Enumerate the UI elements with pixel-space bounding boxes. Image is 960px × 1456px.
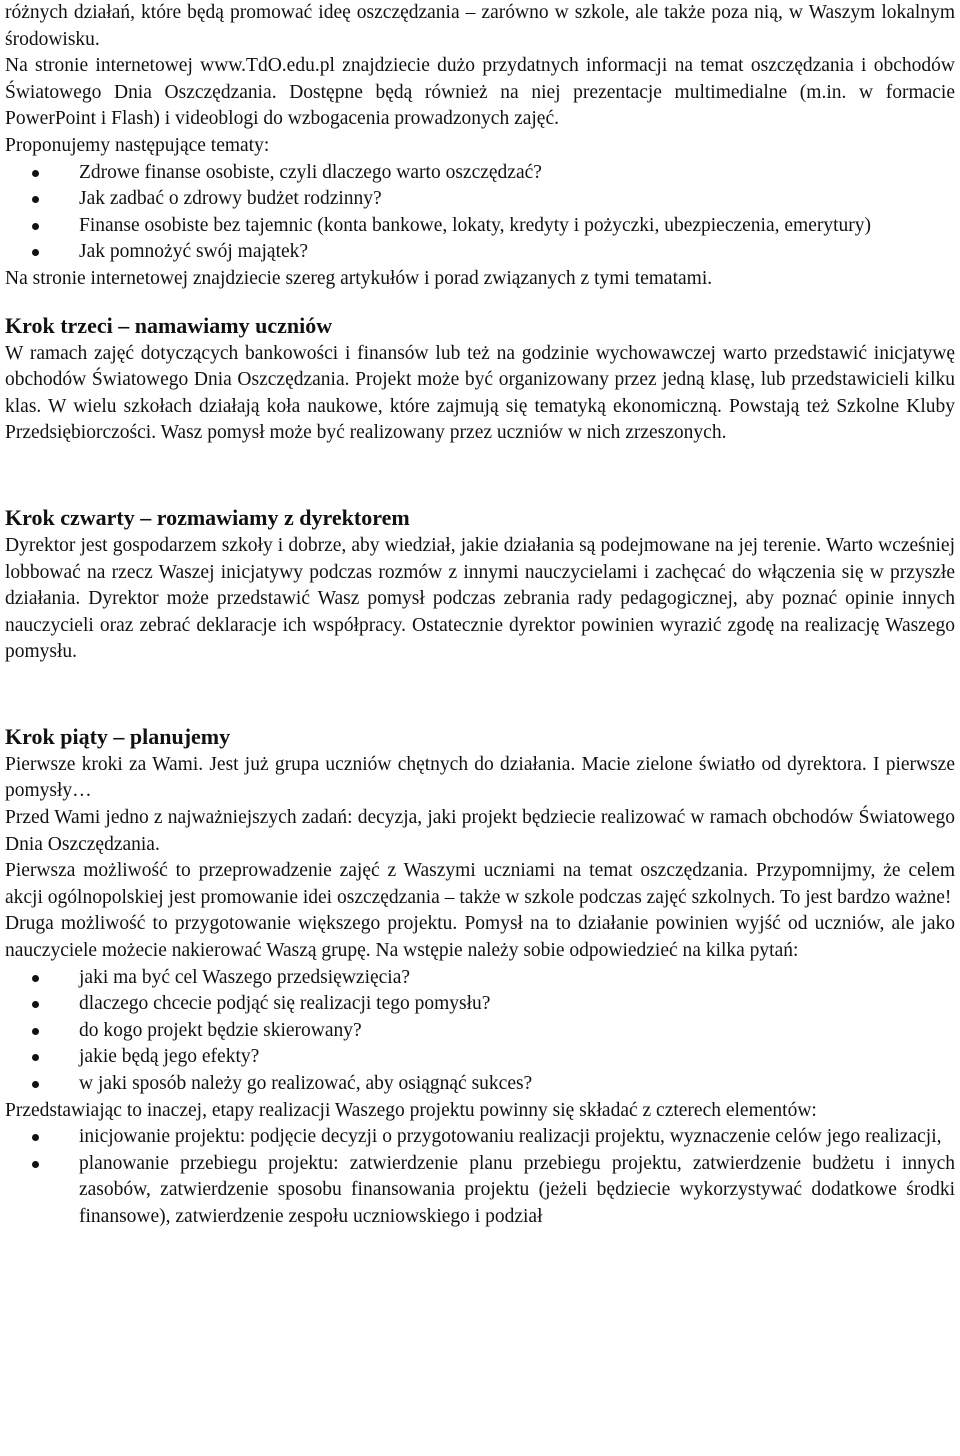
step5-heading: Krok piąty – planujemy (5, 723, 231, 749)
list-item: dlaczego chcecie podjąć się realizacji tego pomysłu? (79, 991, 955, 1018)
list-item: jakie będą jego efekty? (79, 1044, 955, 1071)
list-item: Jak pomnożyć swój majątek? (79, 239, 955, 266)
list-item: Zdrowe finanse osobiste, czyli dlaczego warto oszczędzać? (79, 160, 955, 187)
step4-heading: Krok czwarty – rozmawiamy z dyrektorem (5, 504, 410, 530)
topics-list (5, 160, 955, 266)
step4-paragraph-1: Dyrektor jest gospodarzem szkoły i dobrze, aby wiedział, jakie działania są podejmowane na jej terenie. Warto wcześniej lobbować na rzecz Waszej inicjatywy podczas rozmów z innymi nauczycielami i zachęcać do włączenia się w przyszłe działania. Dyrektor może przedstawić Wasz pomysł podczas zebrania rady pedagogicznej, aby poznać opinie innych nauczycieli oraz zebrać deklaracje ich współpracy. Ostatecznie dyrektor powinien wyrazić zgodę na realizację Waszego pomysłu. (5, 534, 955, 663)
step5-paragraph-1: Pierwsze kroki za Wami. Jest już grupa uczniów chętnych do działania. Macie zielone światło od dyrektora. I pierwsze pomysły… (5, 753, 955, 802)
intro-paragraph-4: Na stronie internetowej znajdziecie szereg artykułów i porad związanych z tymi tematami. (5, 267, 713, 289)
questions-list (5, 965, 955, 1098)
list-item: Jak zadbać o zdrowy budżet rodzinny? (79, 186, 955, 213)
list-item: w jaki sposób należy go realizować, aby osiągnąć sukces? (79, 1071, 955, 1098)
spacer (5, 666, 955, 722)
spacer (5, 447, 955, 503)
list-item: Finanse osobiste bez tajemnic (konta bankowe, lokaty, kredyty i pożyczki, ubezpieczenia, emerytury) (79, 213, 955, 240)
step3-heading: Krok trzeci – namawiamy uczniów (5, 312, 333, 338)
spacer (5, 293, 955, 311)
list-item: inicjowanie projektu: podjęcie decyzji o przygotowaniu realizacji projektu, wyznaczenie celów jego realizacji, (79, 1124, 955, 1151)
list-item: jaki ma być cel Waszego przedsięwzięcia? (79, 965, 955, 992)
intro-paragraph-3: Proponujemy następujące tematy: (5, 134, 270, 156)
step5-paragraph-3: Pierwsza możliwość to przeprowadzenie zajęć z Waszymi uczniami na temat oszczędzania. Przypomnijmy, że celem akcji ogólnopolskiej jest promowanie idei oszczędzania – także w szkole podczas zajęć szkolnych. To jest bardzo ważne! (5, 860, 955, 908)
list-item: do kogo projekt będzie skierowany? (79, 1018, 955, 1045)
step5-paragraph-5: Przedstawiając to inaczej, etapy realizacji Waszego projektu powinny się składać z czterech elementów: (5, 1099, 817, 1121)
step5-paragraph-2: Przed Wami jedno z najważniejszych zadań: decyzja, jaki projekt będziecie realizować w ramach obchodów Światowego Dnia Oszczędzania. (5, 807, 955, 855)
intro-paragraph-2: Na stronie internetowej www.TdO.edu.pl znajdziecie dużo przydatnych informacji na temat oszczędzania i obchodów Światowego Dnia Oszczędzania. Dostępne będą również na niej prezentacje multimedialne (m.in. w formacie PowerPoint i Flash) i videoblogi do wzbogacenia prowadzonych zajęć. (5, 55, 955, 130)
stages-list (5, 1124, 955, 1230)
list-item: planowanie przebiegu projektu: zatwierdzenie planu przebiegu projektu, zatwierdzenie budżetu i innych zasobów, zatwierdzenie sposobu finansowania projektu (jeżeli będziecie wykorzystywać dodatkowe środki finansowe), zatwierdzenie zespołu uczniowskiego i podział (79, 1151, 955, 1231)
step5-paragraph-4: Druga możliwość to przygotowanie większego projektu. Pomysł na to działanie powinien wyjść od uczniów, ale jako nauczyciele możecie nakierować Waszą grupę. Na wstępie należy sobie odpowiedzieć na kilka pytań: (5, 913, 955, 962)
step3-paragraph-1: W ramach zajęć dotyczących bankowości i finansów lub też na godzinie wychowawczej warto przedstawić inicjatywę obchodów Światowego Dnia Oszczędzania. Projekt może być organizowany przez jedną klasę, lub przedstawicieli kilku klas. W wielu szkołach działają koła naukowe, które zajmują się tematyką ekonomiczną. Powstają też Szkolne Kluby Przedsiębiorczości. Wasz pomysł może być realizowany przez uczniów w nich zrzeszonych. (5, 342, 955, 444)
intro-paragraph-1: różnych działań, które będą promować ideę oszczędzania – zarówno w szkole, ale także poza nią, w Waszym lokalnym środowisku. (5, 2, 955, 50)
